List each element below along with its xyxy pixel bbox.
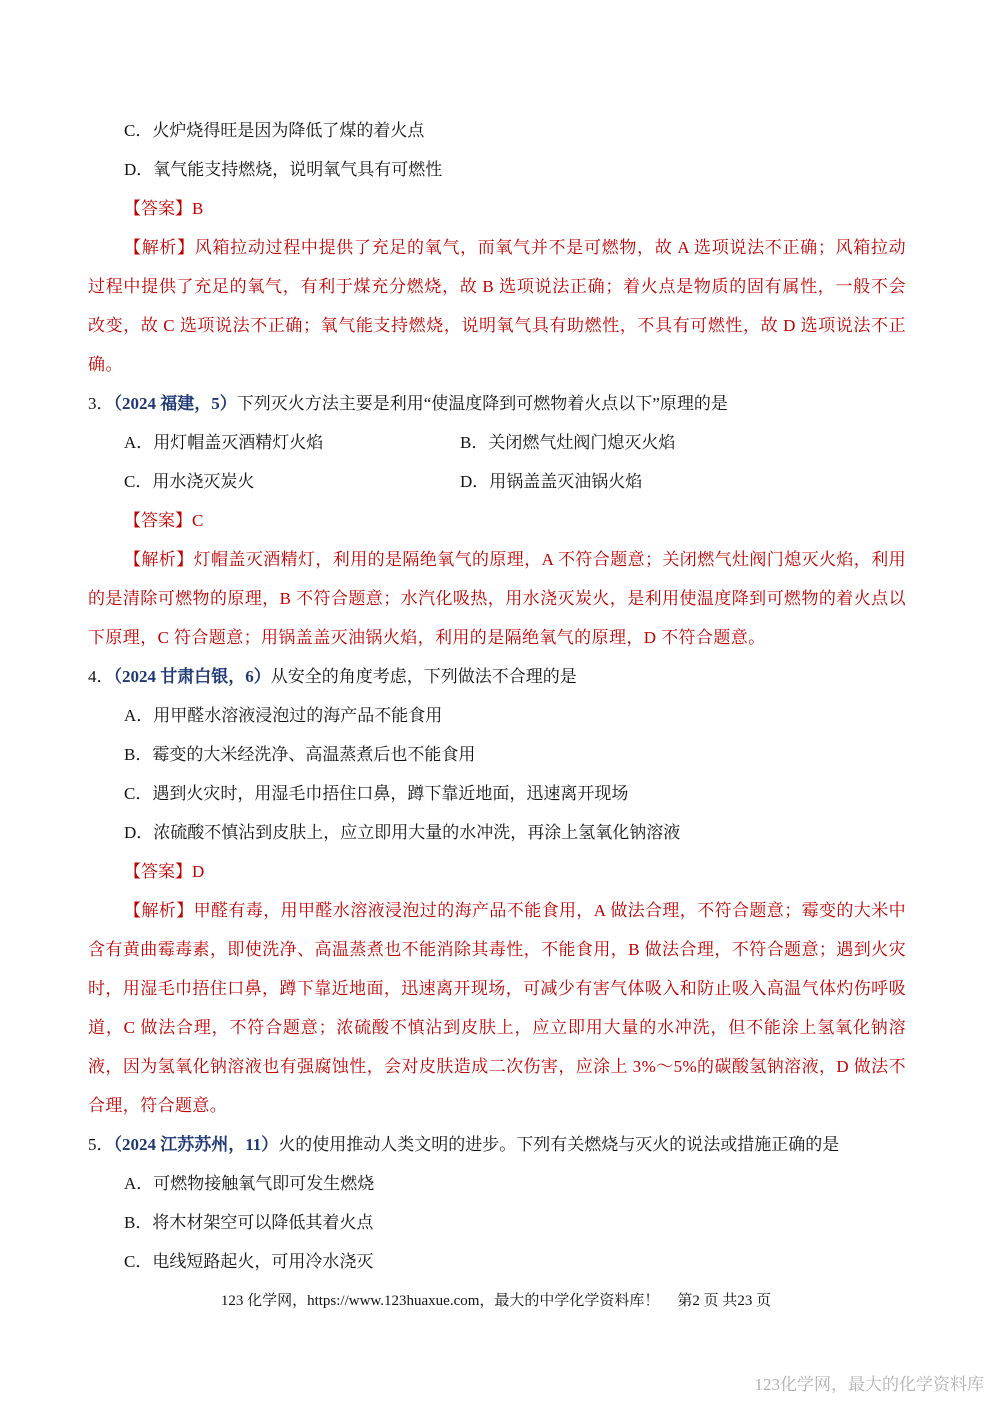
question-source: （2024 福建，5） <box>113 394 237 413</box>
page-number: 第2 页 共23 页 <box>677 1293 772 1309</box>
analysis-paragraph <box>88 228 906 384</box>
answer-line <box>88 501 906 540</box>
answer-label: 【答案】 <box>124 862 192 881</box>
analysis-text: 灯帽盖灭酒精灯，利用的是隔绝氧气的原理，A 不符合题意；关闭燃气灶阀门熄灭火焰，利用的是清除可燃物的原理，B 不符合题意；水汽化吸热，用水浇灭炭火，是利用使温度降到可燃物的着火点以下原理，C 符合题意；用锅盖盖灭油锅火焰，利用的是隔绝氧气的原理，D 不符合题意。 <box>88 550 906 647</box>
option-item: D．浓硫酸不慎沾到皮肤上，应立即用大量的水冲洗，再涂上氢氧化钠溶液 <box>124 823 681 842</box>
option-item: C．火炉烧得旺是因为降低了煤的着火点 <box>124 121 425 140</box>
analysis-label: 【解析】 <box>124 901 194 920</box>
answer-value: D <box>192 862 205 881</box>
question-stem: 从安全的角度考虑，下列做法不合理的是 <box>270 667 577 686</box>
answer-label: 【答案】 <box>124 199 192 218</box>
answer-label: 【答案】 <box>124 511 192 530</box>
question-2-continued <box>88 111 906 384</box>
option-item: C．电线短路起火，可用冷水浇灭 <box>124 1252 374 1271</box>
option-row <box>88 423 906 462</box>
option-item: D．氧气能支持燃烧，说明氧气具有可燃性 <box>124 160 443 179</box>
question-5-partial <box>88 1125 906 1281</box>
question-4 <box>88 657 906 1125</box>
question-header <box>88 657 906 696</box>
analysis-text: 甲醛有毒，用甲醛水溶液浸泡过的海产品不能食用，A 做法合理，不符合题意；霉变的大米中含有黄曲霉毒素，即使洗净、高温蒸煮也不能消除其毒性，不能食用，B 做法合理，不符合题意；遇到火灾时，用湿毛巾捂住口鼻，蹲下靠近地面，迅速离开现场，可减少有害气体吸入和防止吸入高温气体灼伤呼吸道，C 做法合理，不符合题意；浓硫酸不慎沾到皮肤上，应立即用大量的水冲洗，但不能涂上氢氧化钠溶液，因为氢氧化钠溶液也有强腐蚀性，会对皮肤造成二次伤害，应涂上 3%～5%的碳酸氢钠溶液，D 做法不合理，符合题意。 <box>88 901 906 1115</box>
answer-value: C <box>192 511 204 530</box>
question-number: 5． <box>88 1135 114 1154</box>
analysis-paragraph <box>88 540 906 657</box>
option-item: B．将木材架空可以降低其着火点 <box>124 1213 374 1232</box>
answer-line <box>88 852 906 891</box>
question-source: （2024 甘肃白银，6） <box>113 667 271 686</box>
question-3 <box>88 384 906 657</box>
answer-value: B <box>192 199 204 218</box>
page-footer <box>0 1286 992 1316</box>
option-item: C．用水浇灭炭火 <box>124 472 255 491</box>
question-number: 4． <box>88 667 114 686</box>
question-header <box>88 384 906 423</box>
option-item: B．霉变的大米经洗净、高温蒸煮后也不能食用 <box>124 745 476 764</box>
question-stem: 下列灭火方法主要是利用“使温度降到可燃物着火点以下”原理的是 <box>236 394 728 413</box>
analysis-paragraph <box>88 891 906 1125</box>
question-stem: 火的使用推动人类文明的进步。下列有关燃烧与灭火的说法或措施正确的是 <box>278 1135 840 1154</box>
question-header <box>88 1125 906 1164</box>
analysis-text: 风箱拉动过程中提供了充足的氧气，而氧气并不是可燃物，故 A 选项说法不正确；风箱拉动过程中提供了充足的氧气，有利于煤充分燃烧，故 B 选项说法正确；着火点是物质的固有属性，一般不会改变，故 C 选项说法不正确；氧气能支持燃烧，说明氧气具有助燃性，不具有可燃性，故 D 选项说法不正确。 <box>88 238 906 374</box>
option-item: B．关闭燃气灶阀门熄灭火焰 <box>460 433 676 452</box>
option-item: C．遇到火灾时，用湿毛巾捂住口鼻，蹲下靠近地面，迅速离开现场 <box>124 784 629 803</box>
footer-site-text: 123 化学网，https://www.123huaxue.com，最大的中学化学资料库！ <box>220 1293 660 1309</box>
option-row <box>88 462 906 501</box>
option-item: A．可燃物接触氧气即可发生燃烧 <box>124 1174 375 1193</box>
watermark-text: 123化学网，最大的化学资料库 <box>754 1375 984 1394</box>
option-item: A．用灯帽盖灭酒精灯火焰 <box>124 433 324 452</box>
option-item: A．用甲醛水溶液浸泡过的海产品不能食用 <box>124 706 443 725</box>
analysis-label: 【解析】 <box>124 550 194 569</box>
question-source: （2024 江苏苏州，11） <box>113 1135 279 1154</box>
question-number: 3． <box>88 394 114 413</box>
analysis-label: 【解析】 <box>124 238 195 257</box>
answer-line <box>88 189 906 228</box>
option-item: D．用锅盖盖灭油锅火焰 <box>460 472 643 491</box>
document-page <box>88 111 906 1281</box>
